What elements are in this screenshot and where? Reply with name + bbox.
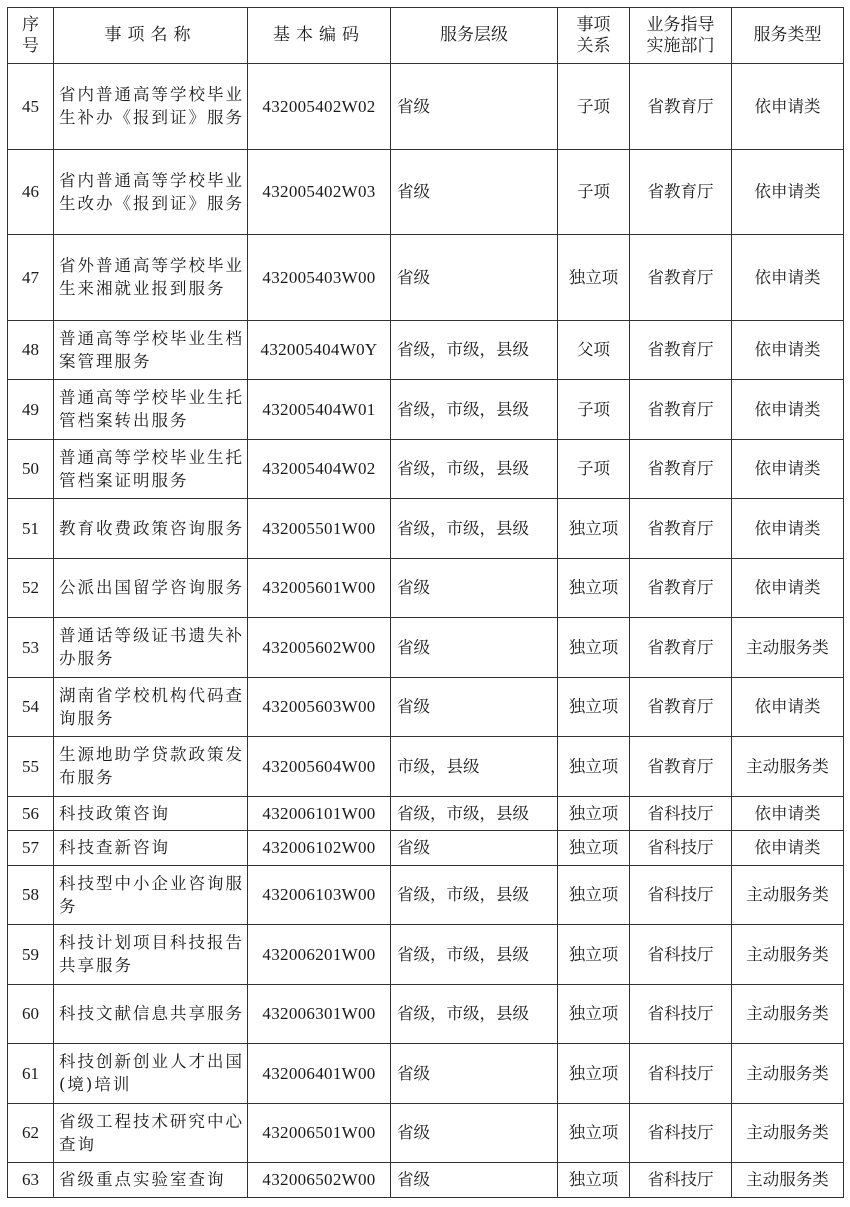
cell-name: 科技查新咨询 xyxy=(54,831,248,866)
cell-no: 63 xyxy=(8,1163,54,1198)
cell-relation: 独立项 xyxy=(558,1163,630,1198)
table-row xyxy=(8,320,844,380)
cell-dept: 省科技厅 xyxy=(630,796,732,831)
cell-dept: 省教育厅 xyxy=(630,618,732,678)
table-row xyxy=(8,149,844,235)
header-dept: 业务指导实施部门 xyxy=(630,8,732,64)
cell-relation: 子项 xyxy=(558,439,630,499)
cell-dept: 省教育厅 xyxy=(630,439,732,499)
table-body xyxy=(8,64,844,1198)
cell-name: 省内普通高等学校毕业生补办《报到证》服务 xyxy=(54,64,248,150)
cell-code: 432005602W00 xyxy=(248,618,391,678)
cell-level: 省级 xyxy=(391,558,558,618)
cell-no: 54 xyxy=(8,677,54,737)
cell-relation: 独立项 xyxy=(558,796,630,831)
cell-code: 432005402W02 xyxy=(248,64,391,150)
cell-dept: 省科技厅 xyxy=(630,1103,732,1163)
cell-no: 47 xyxy=(8,235,54,321)
cell-no: 52 xyxy=(8,558,54,618)
cell-code: 432006502W00 xyxy=(248,1163,391,1198)
cell-no: 45 xyxy=(8,64,54,150)
table-row xyxy=(8,831,844,866)
cell-name: 科技创新创业人才出国(境)培训 xyxy=(54,1044,248,1104)
cell-code: 432006201W00 xyxy=(248,925,391,985)
cell-code: 432006401W00 xyxy=(248,1044,391,1104)
header-relation: 事项关系 xyxy=(558,8,630,64)
table-row xyxy=(8,865,844,925)
cell-relation: 独立项 xyxy=(558,737,630,797)
cell-name: 省级工程技术研究中心查询 xyxy=(54,1103,248,1163)
cell-name: 公派出国留学咨询服务 xyxy=(54,558,248,618)
cell-dept: 省教育厅 xyxy=(630,558,732,618)
cell-name: 科技计划项目科技报告共享服务 xyxy=(54,925,248,985)
table-row xyxy=(8,499,844,559)
cell-type: 依申请类 xyxy=(732,64,844,150)
cell-level: 省级，市级，县级 xyxy=(391,380,558,440)
cell-name: 普通高等学校毕业生托管档案证明服务 xyxy=(54,439,248,499)
cell-dept: 省教育厅 xyxy=(630,149,732,235)
cell-code: 432005404W0Y xyxy=(248,320,391,380)
table-row xyxy=(8,1044,844,1104)
cell-level: 省级，市级，县级 xyxy=(391,499,558,559)
cell-no: 48 xyxy=(8,320,54,380)
cell-code: 432006101W00 xyxy=(248,796,391,831)
cell-dept: 省教育厅 xyxy=(630,380,732,440)
cell-code: 432005603W00 xyxy=(248,677,391,737)
header-type: 服务类型 xyxy=(732,8,844,64)
cell-dept: 省科技厅 xyxy=(630,831,732,866)
header-name: 事项名称 xyxy=(54,8,248,64)
cell-relation: 独立项 xyxy=(558,499,630,559)
table-row xyxy=(8,558,844,618)
cell-code: 432006103W00 xyxy=(248,865,391,925)
cell-name: 科技政策咨询 xyxy=(54,796,248,831)
cell-type: 主动服务类 xyxy=(732,984,844,1044)
cell-name: 普通话等级证书遗失补办服务 xyxy=(54,618,248,678)
cell-code: 432005604W00 xyxy=(248,737,391,797)
cell-relation: 独立项 xyxy=(558,1103,630,1163)
table-row xyxy=(8,618,844,678)
cell-relation: 父项 xyxy=(558,320,630,380)
cell-level: 省级 xyxy=(391,1163,558,1198)
cell-name: 科技文献信息共享服务 xyxy=(54,984,248,1044)
cell-no: 55 xyxy=(8,737,54,797)
cell-level: 省级 xyxy=(391,831,558,866)
header-no: 序号 xyxy=(8,8,54,64)
cell-level: 省级 xyxy=(391,1103,558,1163)
table-row xyxy=(8,1163,844,1198)
cell-name: 普通高等学校毕业生托管档案转出服务 xyxy=(54,380,248,440)
cell-type: 主动服务类 xyxy=(732,737,844,797)
cell-dept: 省教育厅 xyxy=(630,677,732,737)
cell-type: 依申请类 xyxy=(732,149,844,235)
cell-type: 主动服务类 xyxy=(732,1044,844,1104)
cell-no: 50 xyxy=(8,439,54,499)
cell-no: 59 xyxy=(8,925,54,985)
service-items-table xyxy=(7,7,844,1198)
cell-type: 主动服务类 xyxy=(732,865,844,925)
cell-relation: 独立项 xyxy=(558,677,630,737)
cell-type: 主动服务类 xyxy=(732,1163,844,1198)
cell-relation: 独立项 xyxy=(558,1044,630,1104)
cell-relation: 独立项 xyxy=(558,618,630,678)
cell-relation: 独立项 xyxy=(558,865,630,925)
cell-level: 省级 xyxy=(391,677,558,737)
cell-no: 62 xyxy=(8,1103,54,1163)
cell-type: 主动服务类 xyxy=(732,1103,844,1163)
cell-name: 生源地助学贷款政策发布服务 xyxy=(54,737,248,797)
cell-type: 主动服务类 xyxy=(732,618,844,678)
cell-code: 432006501W00 xyxy=(248,1103,391,1163)
cell-dept: 省科技厅 xyxy=(630,1044,732,1104)
cell-level: 省级，市级，县级 xyxy=(391,796,558,831)
cell-level: 省级，市级，县级 xyxy=(391,984,558,1044)
cell-type: 依申请类 xyxy=(732,235,844,321)
cell-name: 省级重点实验室查询 xyxy=(54,1163,248,1198)
cell-level: 省级 xyxy=(391,1044,558,1104)
cell-code: 432005601W00 xyxy=(248,558,391,618)
table-row xyxy=(8,737,844,797)
cell-no: 51 xyxy=(8,499,54,559)
cell-relation: 子项 xyxy=(558,380,630,440)
cell-type: 依申请类 xyxy=(732,558,844,618)
table-row xyxy=(8,64,844,150)
table-row xyxy=(8,677,844,737)
cell-type: 主动服务类 xyxy=(732,925,844,985)
table-row xyxy=(8,984,844,1044)
cell-relation: 子项 xyxy=(558,149,630,235)
table-row xyxy=(8,235,844,321)
cell-level: 省级，市级，县级 xyxy=(391,925,558,985)
header-level: 服务层级 xyxy=(391,8,558,64)
cell-dept: 省科技厅 xyxy=(630,865,732,925)
cell-name: 普通高等学校毕业生档案管理服务 xyxy=(54,320,248,380)
cell-no: 60 xyxy=(8,984,54,1044)
cell-type: 依申请类 xyxy=(732,499,844,559)
cell-level: 省级，市级，县级 xyxy=(391,439,558,499)
cell-relation: 独立项 xyxy=(558,831,630,866)
table-row xyxy=(8,439,844,499)
cell-level: 市级，县级 xyxy=(391,737,558,797)
cell-type: 依申请类 xyxy=(732,320,844,380)
cell-dept: 省科技厅 xyxy=(630,1163,732,1198)
cell-code: 432005501W00 xyxy=(248,499,391,559)
cell-level: 省级 xyxy=(391,618,558,678)
cell-type: 依申请类 xyxy=(732,796,844,831)
cell-type: 依申请类 xyxy=(732,831,844,866)
cell-no: 57 xyxy=(8,831,54,866)
cell-relation: 独立项 xyxy=(558,558,630,618)
cell-no: 49 xyxy=(8,380,54,440)
cell-name: 教育收费政策咨询服务 xyxy=(54,499,248,559)
table-row xyxy=(8,1103,844,1163)
cell-relation: 独立项 xyxy=(558,235,630,321)
cell-no: 56 xyxy=(8,796,54,831)
cell-type: 依申请类 xyxy=(732,380,844,440)
cell-dept: 省科技厅 xyxy=(630,984,732,1044)
cell-level: 省级 xyxy=(391,64,558,150)
cell-dept: 省教育厅 xyxy=(630,737,732,797)
cell-code: 432006102W00 xyxy=(248,831,391,866)
cell-dept: 省科技厅 xyxy=(630,925,732,985)
cell-code: 432006301W00 xyxy=(248,984,391,1044)
cell-code: 432005404W01 xyxy=(248,380,391,440)
table-row xyxy=(8,380,844,440)
cell-no: 46 xyxy=(8,149,54,235)
cell-no: 53 xyxy=(8,618,54,678)
header-code: 基本编码 xyxy=(248,8,391,64)
cell-dept: 省教育厅 xyxy=(630,320,732,380)
cell-type: 依申请类 xyxy=(732,677,844,737)
cell-level: 省级，市级，县级 xyxy=(391,320,558,380)
cell-dept: 省教育厅 xyxy=(630,235,732,321)
cell-level: 省级 xyxy=(391,149,558,235)
cell-relation: 独立项 xyxy=(558,925,630,985)
cell-type: 依申请类 xyxy=(732,439,844,499)
cell-name: 科技型中小企业咨询服务 xyxy=(54,865,248,925)
cell-code: 432005402W03 xyxy=(248,149,391,235)
cell-level: 省级 xyxy=(391,235,558,321)
cell-level: 省级，市级，县级 xyxy=(391,865,558,925)
cell-relation: 独立项 xyxy=(558,984,630,1044)
table-row xyxy=(8,925,844,985)
cell-name: 湖南省学校机构代码查询服务 xyxy=(54,677,248,737)
cell-relation: 子项 xyxy=(558,64,630,150)
cell-code: 432005404W02 xyxy=(248,439,391,499)
cell-code: 432005403W00 xyxy=(248,235,391,321)
cell-name: 省内普通高等学校毕业生改办《报到证》服务 xyxy=(54,149,248,235)
cell-no: 58 xyxy=(8,865,54,925)
table-row xyxy=(8,796,844,831)
cell-no: 61 xyxy=(8,1044,54,1104)
cell-name: 省外普通高等学校毕业生来湘就业报到服务 xyxy=(54,235,248,321)
cell-dept: 省教育厅 xyxy=(630,64,732,150)
cell-dept: 省教育厅 xyxy=(630,499,732,559)
table-header-row xyxy=(8,8,844,64)
